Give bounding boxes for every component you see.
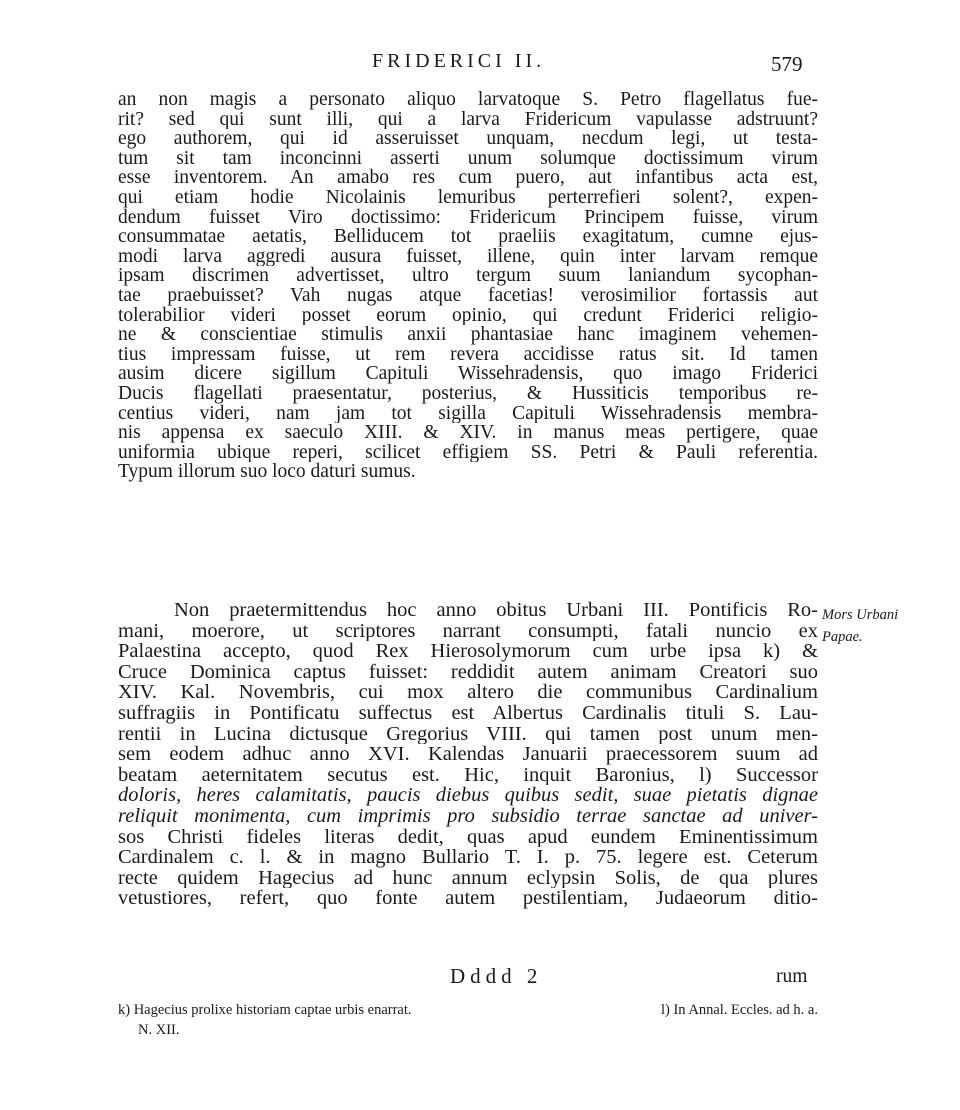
text-line: Cardinalem c. l. & in magno Bullario T. I. p. 75. legere est. Ceterum — [118, 847, 818, 868]
text-line: tae praebuisset? Vah nugas atque facetias! verosimilior fortassis aut — [118, 285, 818, 306]
text-line: modi larva aggredi ausura fuisset, illene, quin inter larvam remque — [118, 246, 818, 267]
margin-note-line: Mors Urbani — [822, 607, 899, 623]
catchword: rum — [776, 966, 808, 987]
text-line: consummatae aetatis, Belliducem tot praeliis exagitatum, cumne ejus- — [118, 227, 818, 247]
text-line: ne & conscientiae stimulis anxii phantasiae hanc imaginem vehemen- — [118, 325, 818, 345]
text-line: reliquit monimenta, cum imprimis pro subsidio terrae sanctae ad univer- — [118, 805, 818, 827]
text-line: Typum illorum suo loco daturi sumus. — [118, 462, 416, 482]
footnote-k-continuation: N. XII. — [138, 1022, 180, 1038]
text-line: mani, moerore, ut scriptores narrant consumpti, fatali nuncio ex — [118, 620, 818, 642]
text-line: rit? sed qui sunt illi, qui a larva Fridericum vapulasse adstruunt? — [118, 109, 818, 130]
text-line: an non magis a personato aliquo larvatoque S. Petro flagellatus fue- — [118, 90, 818, 110]
text-line: doloris, heres calamitatis, paucis diebus quibus sedit, suae pietatis dignae — [118, 785, 818, 806]
page-header — [0, 50, 960, 82]
text-line: centius videri, nam jam tot sigilla Capituli Wissehradensis membra- — [118, 403, 818, 424]
text-line: XIV. Kal. Novembris, cui mox altero die communibus Cardinalium — [118, 682, 818, 703]
text-line: tum sit tam inconcinni asserti unum solumque doctissimum virum — [118, 148, 818, 169]
footnote-l: l) In Annal. Eccles. ad h. a. — [660, 1002, 818, 1018]
text-line: Cruce Dominica captus fuisset: reddidit autem animam Creatori suo — [118, 661, 818, 683]
text-line: sem eodem adhuc anno XVI. Kalendas Januarii praecessorem suum ad — [118, 744, 818, 765]
text-line: tolerabilior videri posset eorum opinio, qui credunt Friderici religio- — [118, 305, 818, 326]
paragraph-1 — [118, 90, 818, 482]
text-line: rentii in Lucina dictusque Gregorius VIII. qui tamen post unum men- — [118, 723, 818, 745]
text-line: qui etiam hodie Nicolainis lemuribus perterrefieri solent?, expen- — [118, 187, 818, 208]
text-line: ego authorem, qui id asseruisset unquam, necdum legi, ut testa- — [118, 129, 818, 149]
paragraph-2 — [118, 600, 818, 909]
text-line: dendum fuisset Viro doctissimo: Fridericum Principem fuisse, virum — [118, 207, 818, 228]
running-head: FRIDERICI II. — [372, 50, 546, 72]
text-line: tius impressam fuisse, ut rem revera accidisse ratus sit. Id tamen — [118, 344, 818, 365]
signature-mark: Dddd 2 — [450, 964, 543, 988]
footnotes — [118, 1000, 818, 1040]
text-line: ipsam discrimen advertisset, ultro tergum suum laniandum sycophan- — [118, 266, 818, 286]
text-line: Non praetermittendus hoc anno obitus Urbani III. Pontificis Ro- — [174, 600, 818, 621]
text-line: Ducis flagellati praesentatur, posterius, & Hussiticis temporibus re- — [118, 383, 818, 404]
text-line: suffragiis in Pontificatu suffectus est Albertus Cardinalis tituli S. Lau- — [118, 702, 818, 724]
footnote-row — [118, 1000, 818, 1020]
text-line: esse inventorem. An amabo res cum puero, aut infantibus acta est, — [118, 168, 818, 188]
text-line: uniformia ubique reperi, scilicet effigiem SS. Petri & Pauli referentia. — [118, 442, 818, 463]
page-number: 579 — [771, 52, 803, 76]
footnote-k: k) Hagecius prolixe historiam captae urbis enarrat. — [118, 1002, 412, 1018]
text-line: Palaestina accepto, quod Rex Hierosolymorum cum urbe ipsa k) & — [118, 641, 818, 662]
text-line: nis appensa ex saeculo XIII. & XIV. in manus meas pertigere, quae — [118, 423, 818, 443]
text-line: recte quidem Hagecius ad hunc annum eclypsin Solis, de qua plures — [118, 867, 818, 889]
text-line: sos Christi fideles literas dedit, quas apud eundem Eminentissimum — [118, 826, 818, 848]
text-line: ausim dicere sigillum Capituli Wissehradensis, quo imago Friderici — [118, 364, 818, 384]
margin-note — [822, 604, 940, 648]
text-line: beatam aeternitatem secutus est. Hic, inquit Baronius, l) Successor — [118, 764, 818, 786]
text-line: vetustiores, refert, quo fonte autem pestilentiam, Judaeorum ditio- — [118, 888, 818, 909]
margin-note-line: Papae. — [822, 629, 863, 645]
